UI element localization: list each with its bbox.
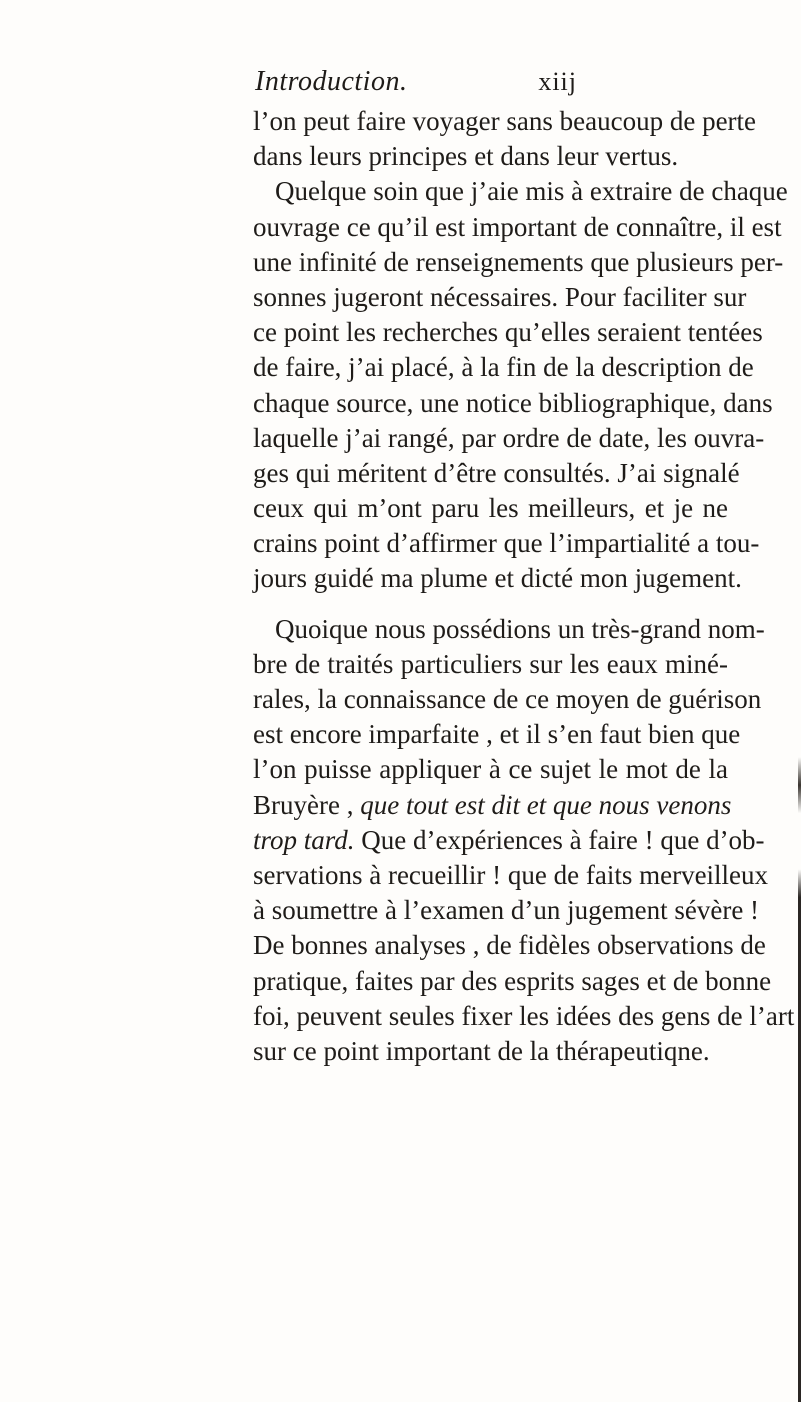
text-line: sonnes jugeront nécessaires. Pour faciliter sur: [253, 281, 747, 312]
text-line-with-italic: [253, 788, 732, 823]
text-line: ouvrage ce qu’il est important de connaître, il est: [253, 211, 782, 242]
text-line: est encore imparfaite , et il s’en faut bien que: [253, 719, 741, 750]
body-text: [253, 104, 795, 1069]
text-line: dans leurs principes et dans leur vertus.: [253, 141, 679, 172]
italic-quotation-end: trop tard.: [253, 824, 355, 855]
italic-quotation: que tout est dit et que nous venons: [360, 789, 732, 820]
text-line: foi, peuvent seules fixer les idées des gens de l’art: [253, 1000, 795, 1031]
text-line: servations à recueillir ! que de faits merveilleux: [253, 859, 769, 890]
text-line: crains point d’affirmer que l’impartialité a tou-: [253, 528, 760, 559]
page-number: xiij: [538, 67, 577, 96]
text-line: De bonnes analyses , de fidèles observations de: [253, 930, 766, 961]
paragraph-bibliography-note: [253, 174, 788, 596]
text-line: sur ce point important de la thérapeutiqne.: [253, 1035, 710, 1066]
paragraph-spacing: [253, 597, 728, 612]
paragraph-mineral-waters: [253, 612, 795, 1069]
text-line: ges qui méritent d’être consultés. J’ai signalé: [253, 457, 740, 488]
text-line-with-italic: [253, 823, 765, 858]
text-line: l’on peut faire voyager sans beaucoup de perte: [253, 106, 757, 136]
paragraph-continuation: [253, 104, 757, 174]
running-title: Introduction.: [255, 66, 408, 97]
text-line: de faire, j’ai placé, à la fin de la description de: [253, 352, 754, 383]
text-line: Quoique nous possédions un très-grand nom-: [275, 613, 765, 644]
text-line: jours guidé ma plume et dicté mon jugement.: [253, 563, 742, 594]
text-line: à soumettre à l’examen d’un jugement sévère !: [253, 895, 760, 926]
text-line: ce point les recherches qu’elles seraient tentées: [253, 317, 763, 348]
text-segment: Que d’expériences à faire ! que d’ob-: [354, 824, 765, 855]
text-line: chaque source, une notice bibliographique, dans: [253, 387, 773, 418]
text-line: pratique, faites par des esprits sages et de bonne: [253, 965, 772, 996]
running-header: [255, 66, 577, 106]
text-line: rales, la connaissance de ce moyen de guérison: [253, 684, 762, 714]
text-line: ceux qui m’ont paru les meilleurs, et je ne: [253, 493, 728, 524]
text-line: bre de traités particuliers sur les eaux miné-: [253, 648, 728, 679]
author-name: Bruyère ,: [253, 789, 361, 820]
text-line: une infinité de renseignements que plusieurs per-: [253, 246, 784, 277]
text-line: l’on puisse appliquer à ce sujet le mot de la: [253, 754, 728, 785]
text-line: laquelle j’ai rangé, par ordre de date, les ouvra-: [253, 422, 765, 453]
text-line: Quelque soin que j’aie mis à extraire de chaque: [275, 176, 788, 207]
